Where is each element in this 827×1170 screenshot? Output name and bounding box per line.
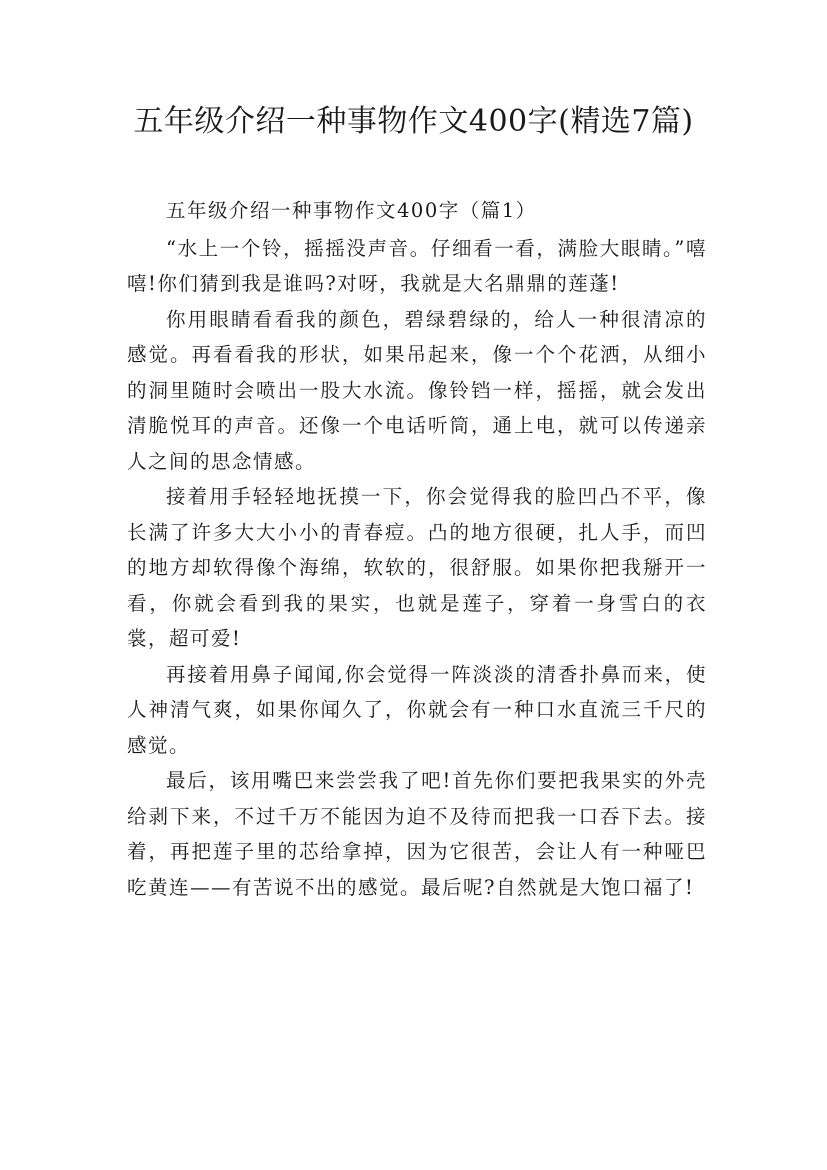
paragraph-5: 最后，该用嘴巴来尝尝我了吧!首先你们要把我果实的外壳给剥下来，不过千万不能因为迫不及待而把我一口吞下去。接着，再把莲子里的芯给拿掉，因为它很苦，会让人有一种哑巴吃黄连——有苦说不出的感觉。最后呢?自然就是大饱口福了!	[127, 769, 707, 899]
document-body	[127, 193, 707, 905]
paragraph-4: 再接着用鼻子闻闻,你会觉得一阵淡淡的清香扑鼻而来，使人神清气爽，如果你闻久了，你就会有一种口水直流三千尺的感觉。	[127, 662, 707, 757]
paragraph-1: “水上一个铃，摇摇没声音。仔细看一看，满脸大眼睛。”嘻嘻!你们猜到我是谁吗?对呀，我就是大名鼎鼎的莲蓬!	[127, 236, 707, 295]
document-title: 五年级介绍一种事物作文400字(精选7篇)	[133, 104, 694, 139]
paragraph-3: 接着用手轻轻地抚摸一下，你会觉得我的脸凹凸不平，像长满了许多大大小小的青春痘。凸的地方很硬，扎人手，而凹的地方却软得像个海绵，软软的，很舒服。如果你把我掰开一看，你就会看到我的果实，也就是莲子，穿着一身雪白的衣裳，超可爱!	[127, 485, 707, 650]
section-heading: 五年级介绍一种事物作文400字（篇1）	[166, 199, 537, 222]
paragraph-2: 你用眼睛看看我的颜色，碧绿碧绿的，给人一种很清凉的感觉。再看看我的形状，如果吊起来，像一个个花洒，从细小的洞里随时会喷出一股大水流。像铃铛一样，摇摇，就会发出清脆悦耳的声音。还像一个电话听筒，通上电，就可以传递亲人之间的思念情感。	[127, 307, 707, 473]
